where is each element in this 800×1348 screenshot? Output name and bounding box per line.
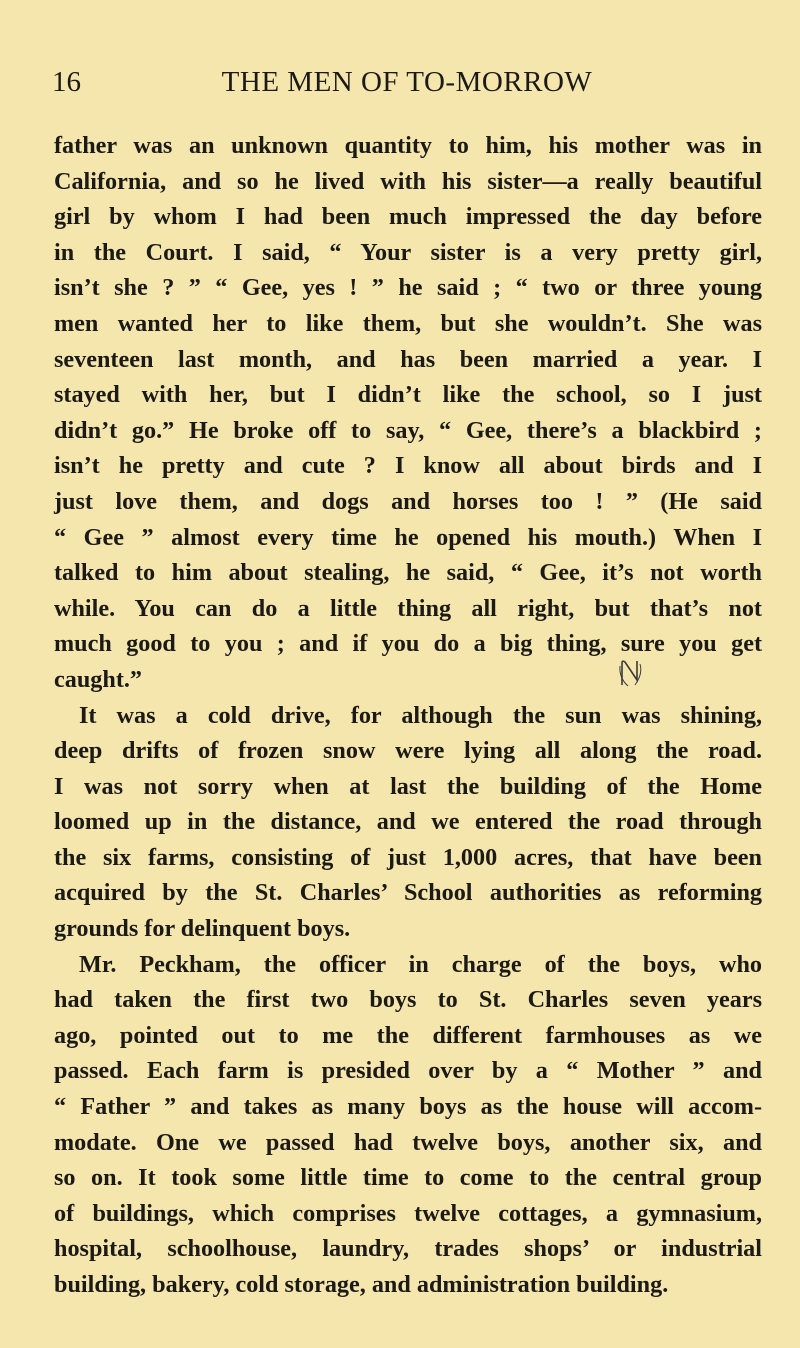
text-line: caught.” bbox=[54, 665, 143, 693]
text-line: passed. Each farm is presided over by a “ Mother ” and bbox=[54, 1057, 762, 1085]
running-title: THE MEN OF TO-MORROW bbox=[221, 66, 593, 98]
page-number: 16 bbox=[52, 66, 81, 98]
text-line: California, and so he lived with his sister—a really beautiful bbox=[54, 167, 762, 195]
text-line: “ Gee ” almost every time he opened his mouth.) When I bbox=[54, 523, 762, 551]
text-line: loomed up in the distance, and we entered the road through bbox=[54, 808, 762, 836]
text-line: deep drifts of frozen snow were lying all along the road. bbox=[54, 737, 762, 765]
body-text bbox=[54, 128, 762, 1303]
text-line: while. You can do a little thing all right, but that’s not bbox=[54, 594, 762, 622]
running-head bbox=[52, 62, 762, 102]
text-line: girl by whom I had been much impressed the day before bbox=[54, 203, 762, 231]
text-line: of buildings, which comprises twelve cottages, a gymnasium, bbox=[54, 1199, 762, 1227]
text-line: so on. It took some little time to come to the central group bbox=[54, 1164, 762, 1192]
text-line: It was a cold drive, for although the sun was shining, bbox=[79, 701, 762, 729]
text-line: talked to him about stealing, he said, “ Gee, it’s not worth bbox=[54, 559, 762, 587]
text-line: just love them, and dogs and horses too ! ” (He said bbox=[54, 487, 762, 515]
text-line: had taken the first two boys to St. Charles seven years bbox=[54, 986, 762, 1014]
text-line: men wanted her to like them, but she wouldn’t. She was bbox=[54, 309, 762, 337]
text-line: the six farms, consisting of just 1,000 acres, that have been bbox=[54, 843, 762, 871]
text-line: in the Court. I said, “ Your sister is a very pretty girl, bbox=[54, 238, 762, 266]
text-line: isn’t he pretty and cute ? I know all about birds and I bbox=[54, 452, 762, 480]
text-line: hospital, schoolhouse, laundry, trades shops’ or industrial bbox=[54, 1235, 762, 1263]
text-line: seventeen last month, and has been married a year. I bbox=[54, 345, 762, 373]
text-line: acquired by the St. Charles’ School authorities as reforming bbox=[54, 879, 762, 907]
text-line: father was an unknown quantity to him, his mother was in bbox=[54, 132, 762, 159]
text-line: Mr. Peckham, the officer in charge of the boys, who bbox=[79, 950, 762, 978]
library-stamp-mark bbox=[618, 658, 644, 688]
text-line: modate. One we passed had twelve boys, another six, and bbox=[54, 1128, 762, 1156]
text-line: didn’t go.” He broke off to say, “ Gee, there’s a blackbird ; bbox=[54, 416, 762, 444]
text-line: building, bakery, cold storage, and administration building. bbox=[54, 1271, 669, 1298]
text-line: I was not sorry when at last the building of the Home bbox=[54, 772, 762, 800]
text-line: stayed with her, but I didn’t like the school, so I just bbox=[54, 381, 762, 409]
text-line: much good to you ; and if you do a big thing, sure you get bbox=[54, 630, 762, 658]
text-line: “ Father ” and takes as many boys as the house will accom- bbox=[54, 1093, 762, 1121]
text-line: isn’t she ? ” “ Gee, yes ! ” he said ; “ two or three young bbox=[54, 274, 762, 302]
text-line: ago, pointed out to me the different farmhouses as we bbox=[54, 1021, 762, 1049]
text-line: grounds for delinquent boys. bbox=[54, 915, 351, 943]
